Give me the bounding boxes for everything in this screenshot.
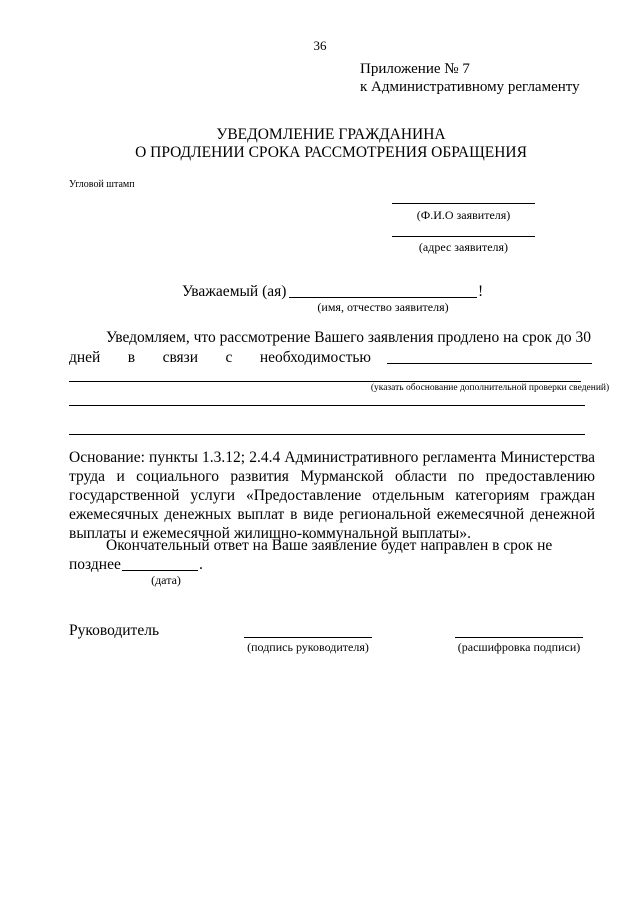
final-answer-prefix: позднее xyxy=(69,556,121,573)
applicant-address-caption: (адрес заявителя) xyxy=(418,240,509,254)
final-answer-line-1 xyxy=(106,537,595,555)
signature-caption: (подпись руководителя) xyxy=(247,640,369,654)
document-title-line-1: УВЕДОМЛЕНИЕ ГРАЖДАНИНА xyxy=(216,126,446,143)
annex-number: Приложение № 7 xyxy=(360,61,470,77)
greeting-text: Уважаемый (ая) xyxy=(182,283,287,300)
notice-word: дней xyxy=(69,349,101,366)
final-answer-period: . xyxy=(199,556,203,573)
applicant-fio-caption: (Ф.И.О заявителя) xyxy=(416,208,511,222)
notice-second-line xyxy=(69,349,371,367)
page-number: 36 xyxy=(313,38,327,53)
applicant-fio-line xyxy=(392,203,535,204)
basis-paragraph: Основание: пункты 1.3.12; 2.4.4 Административного регламента Министерства труда и социального развития Мурманской области по предоставлению государственной услуги «Предоставление отдельным категориям граждан ежемесячных денежных выплат в виде региональной ежемесячной денежной выплаты и ежемесячной жилищно-коммунальной выплаты». xyxy=(69,449,595,542)
date-caption: (дата) xyxy=(151,573,181,587)
final-answer-text: Окончательный ответ на Ваше заявление будет направлен в срок не xyxy=(106,537,553,554)
notice-word: необходимостью xyxy=(259,349,371,366)
notice-word: с xyxy=(225,349,233,366)
decoding-line xyxy=(455,637,583,638)
notice-word: в xyxy=(127,349,136,366)
greeting-exclamation: ! xyxy=(478,283,484,300)
signature-line xyxy=(244,637,372,638)
annex-reference: к Административному регламенту xyxy=(360,79,580,95)
reason-line-2 xyxy=(69,381,581,382)
document-title-line-2: О ПРОДЛЕНИИ СРОКА РАССМОТРЕНИЯ ОБРАЩЕНИЯ xyxy=(135,144,527,161)
notice-word: связи xyxy=(162,349,199,366)
greeting-name-line xyxy=(289,297,477,298)
reason-line-3 xyxy=(69,405,585,406)
date-line xyxy=(122,570,198,571)
signature-label: Руководитель xyxy=(69,622,160,639)
decoding-caption: (расшифровка подписи) xyxy=(457,640,581,654)
greeting-caption: (имя, отчество заявителя) xyxy=(317,300,449,314)
reason-line-4 xyxy=(69,434,585,435)
reason-line-1 xyxy=(387,363,592,364)
notice-first-line: Уведомляем, что рассмотрение Вашего заявления продлено на срок до 30 xyxy=(106,329,591,346)
applicant-address-line xyxy=(392,236,535,237)
reason-caption: (указать обоснование дополнительной проверки сведений) xyxy=(370,383,610,393)
corner-stamp-label: Угловой штамп xyxy=(69,179,135,190)
